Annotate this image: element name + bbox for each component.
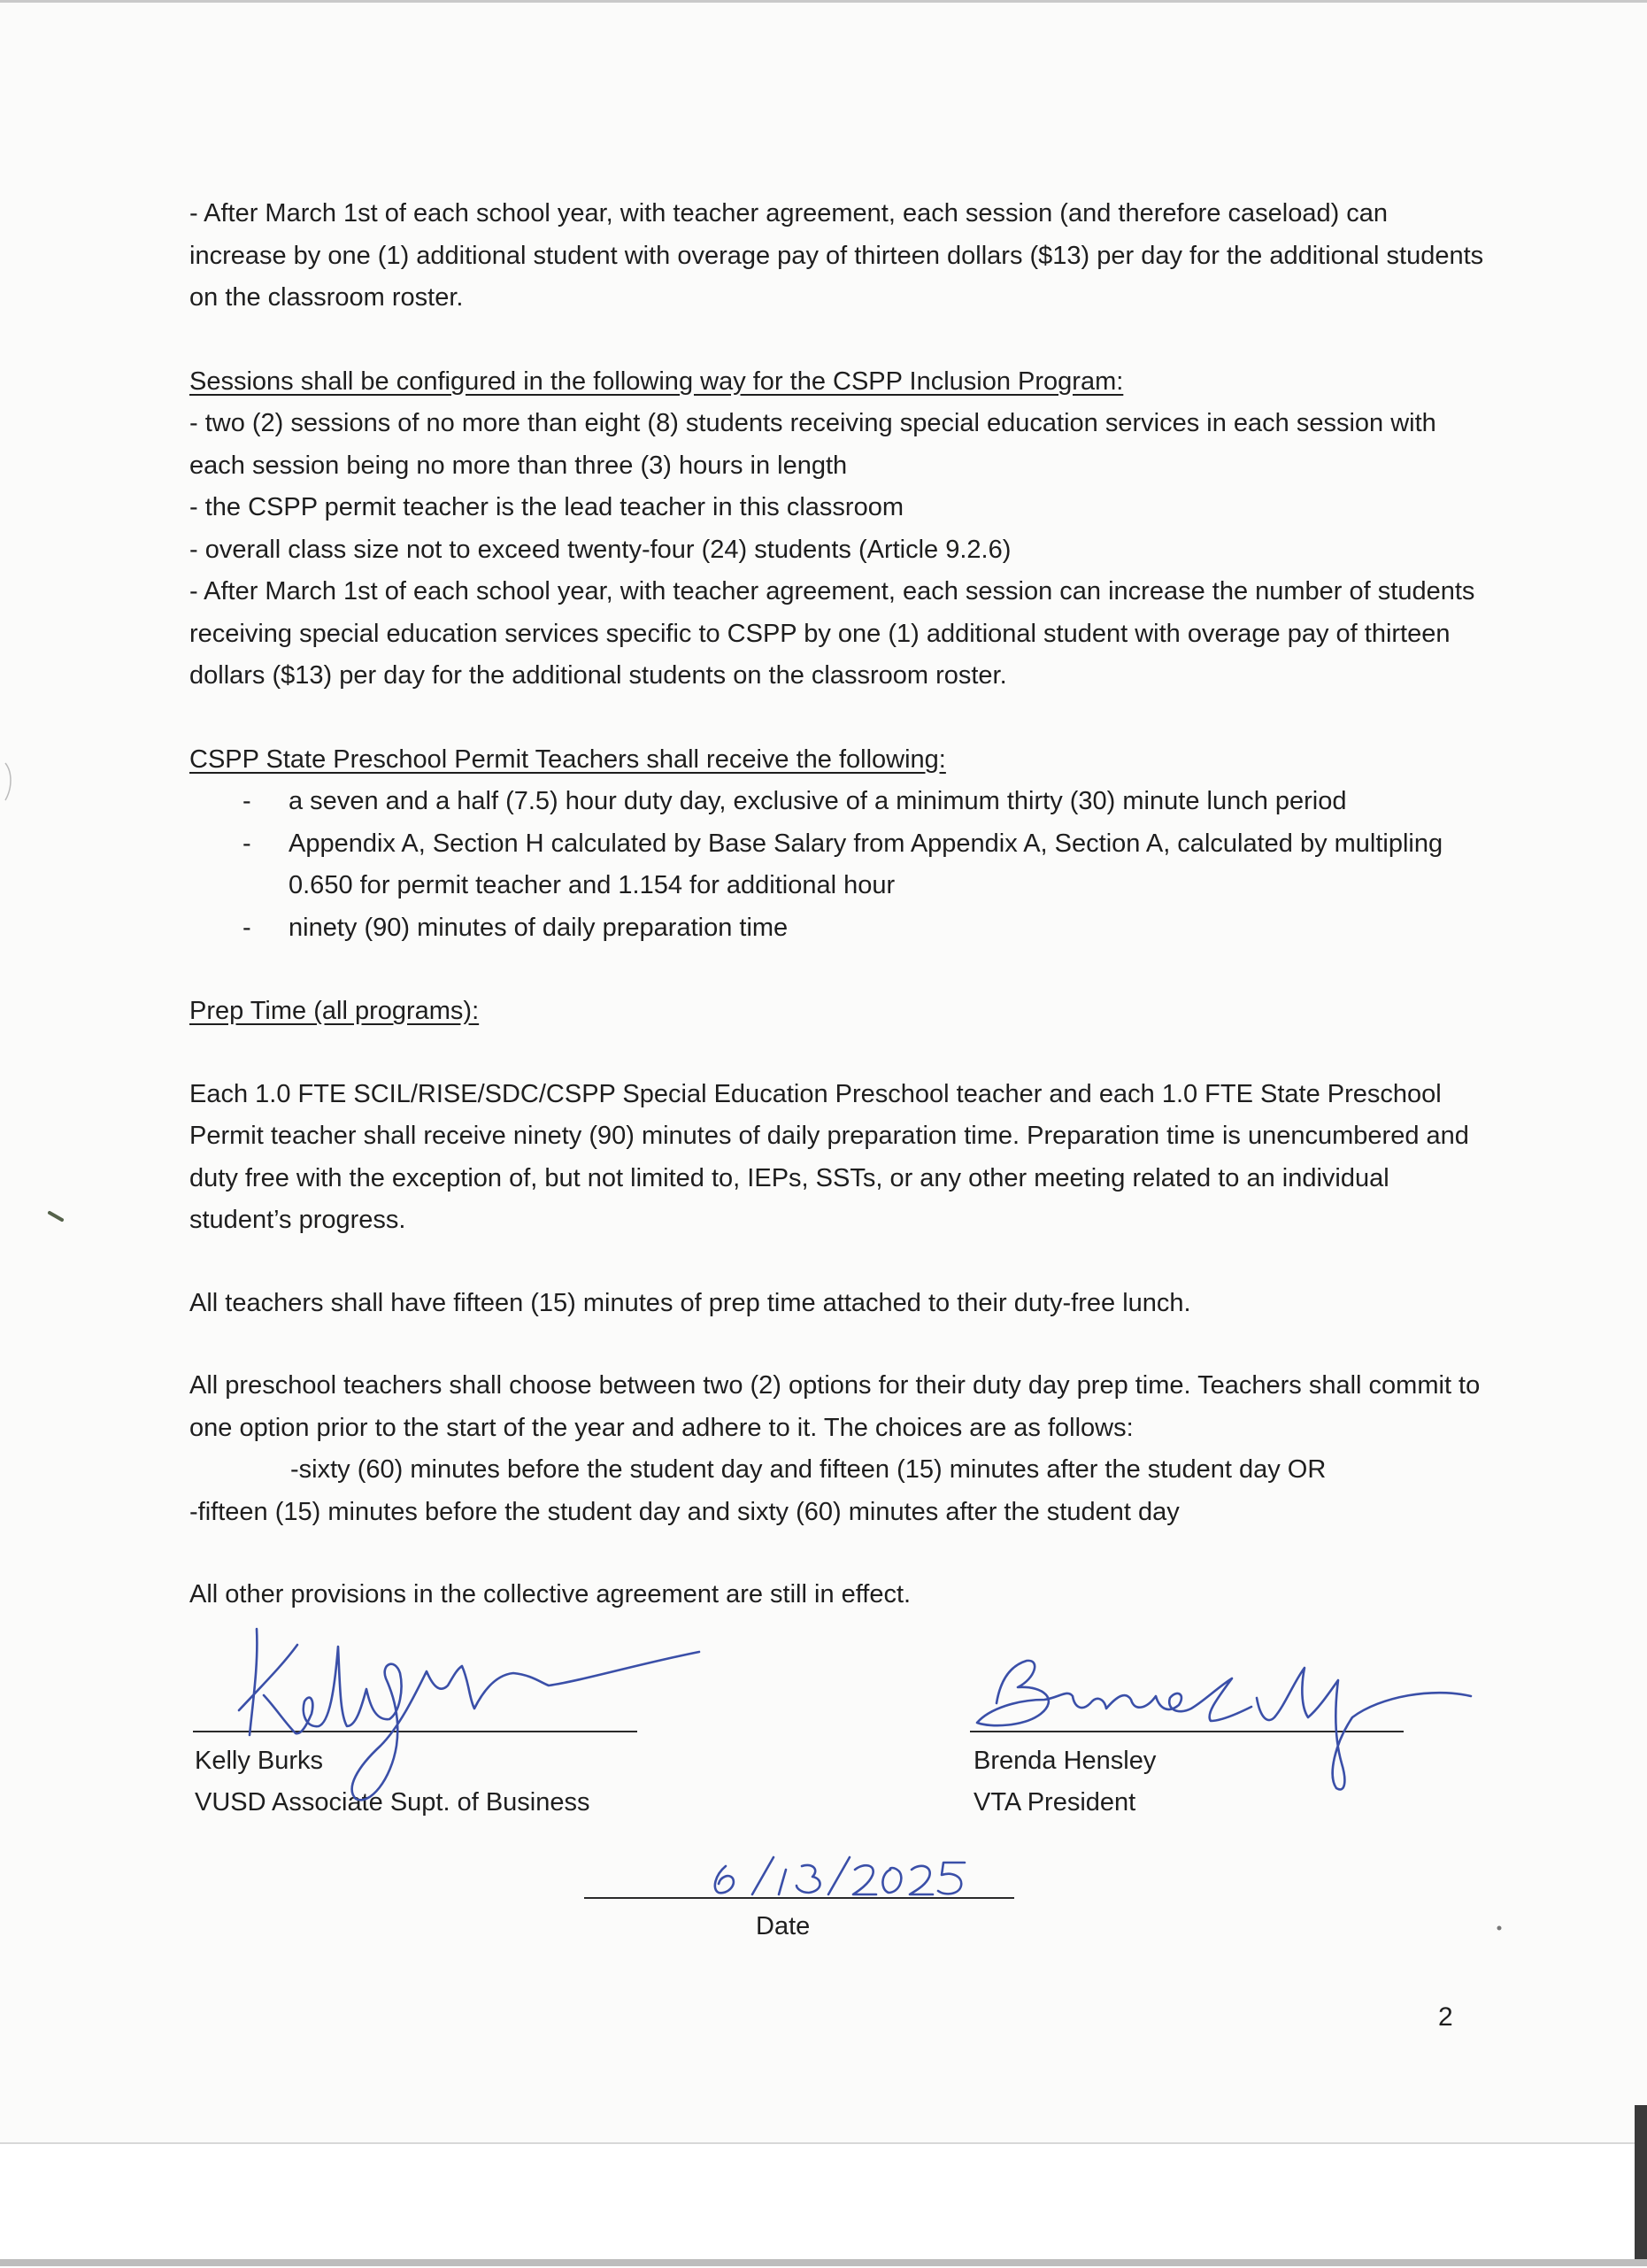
lunch-prep-paragraph: All teachers shall have fifteen (15) minutes of prep time attached to their duty-free lunch.: [189, 1288, 1191, 1317]
permit-heading: CSPP State Preschool Permit Teachers shall receive the following:: [189, 744, 946, 774]
bullet-dash: -: [242, 829, 251, 858]
option-line: -sixty (60) minutes before the student day and fifteen (15) minutes after the student day OR: [290, 1455, 1327, 1484]
prep-paragraph: Each 1.0 FTE SCIL/RISE/SDC/CSPP Special Education Preschool teacher and each 1.0 FTE State Preschool Permit teacher shall receive ninety (90) minutes of daily preparation time. Preparation time is unencumbered and duty free with the exception of, but not limited to, IEPs, SSTs, or any other meeting related to an individual student’s progress.: [189, 1079, 1469, 1234]
inclusion-line: - overall class size not to exceed twenty-four (24) students (Article 9.2.6): [189, 535, 1012, 564]
inclusion-heading: Sessions shall be configured in the following way for the CSPP Inclusion Program:: [189, 366, 1124, 396]
scanner-bottom-strip: [0, 2142, 1647, 2268]
document-body: [189, 193, 1490, 1616]
options-paragraph: All preschool teachers shall choose between two (2) options for their duty day prep time. Teachers shall commit to one option prior to the start of the year and adhere to it. The choices are as follows:: [189, 1371, 1481, 1442]
scanner-edge-shadow: [1635, 2105, 1647, 2266]
option-line: -fifteen (15) minutes before the student day and sixty (60) minutes after the student day: [189, 1497, 1180, 1526]
list-item: [189, 823, 1490, 907]
left-signer-name: Kelly Burks: [195, 1747, 324, 1775]
prep-heading: Prep Time (all programs):: [189, 997, 480, 1025]
permit-list: [189, 781, 1490, 949]
list-item-text: ninety (90) minutes of daily preparation time: [289, 913, 789, 942]
list-item: [189, 907, 1490, 950]
list-item-text: Appendix A, Section H calculated by Base Salary from Appendix A, Section A, calculated by multipling 0.650 for permit teacher and 1.154 for additional hour: [289, 829, 1443, 899]
bullet-dash: -: [242, 913, 251, 942]
inclusion-line: - After March 1st of each school year, with teacher agreement, each session can increase the number of students receiving special education services specific to CSPP by one (1) additional student with overage pay of thirteen dollars ($13) per day for the additional students on the classroom roster.: [189, 577, 1475, 690]
overage-paragraph: - After March 1st of each school year, with teacher agreement, each session (and therefore caseload) can increase by one (1) additional student with overage pay of thirteen dollars ($13) per day for the additional students on the classroom roster.: [189, 199, 1484, 312]
list-item: [189, 781, 1490, 823]
bullet-dash: -: [242, 787, 251, 815]
page-number: 2: [1438, 2002, 1453, 2032]
inclusion-line: - the CSPP permit teacher is the lead teacher in this classroom: [189, 493, 904, 521]
right-signer-name: Brenda Hensley: [974, 1747, 1157, 1775]
closing-statement: All other provisions in the collective agreement are still in effect.: [189, 1580, 912, 1608]
right-signer-title: VTA President: [974, 1788, 1136, 1817]
inclusion-line: - two (2) sessions of no more than eight (8) students receiving special education services in each session with each session being no more than three (3) hours in length: [189, 409, 1436, 480]
date-label: Date: [756, 1912, 811, 1940]
scanner-bottom-border: [0, 2259, 1647, 2266]
list-item-text: a seven and a half (7.5) hour duty day, exclusive of a minimum thirty (30) minute lunch period: [289, 787, 1347, 815]
left-signer-title: VUSD Associate Supt. of Business: [195, 1788, 590, 1817]
